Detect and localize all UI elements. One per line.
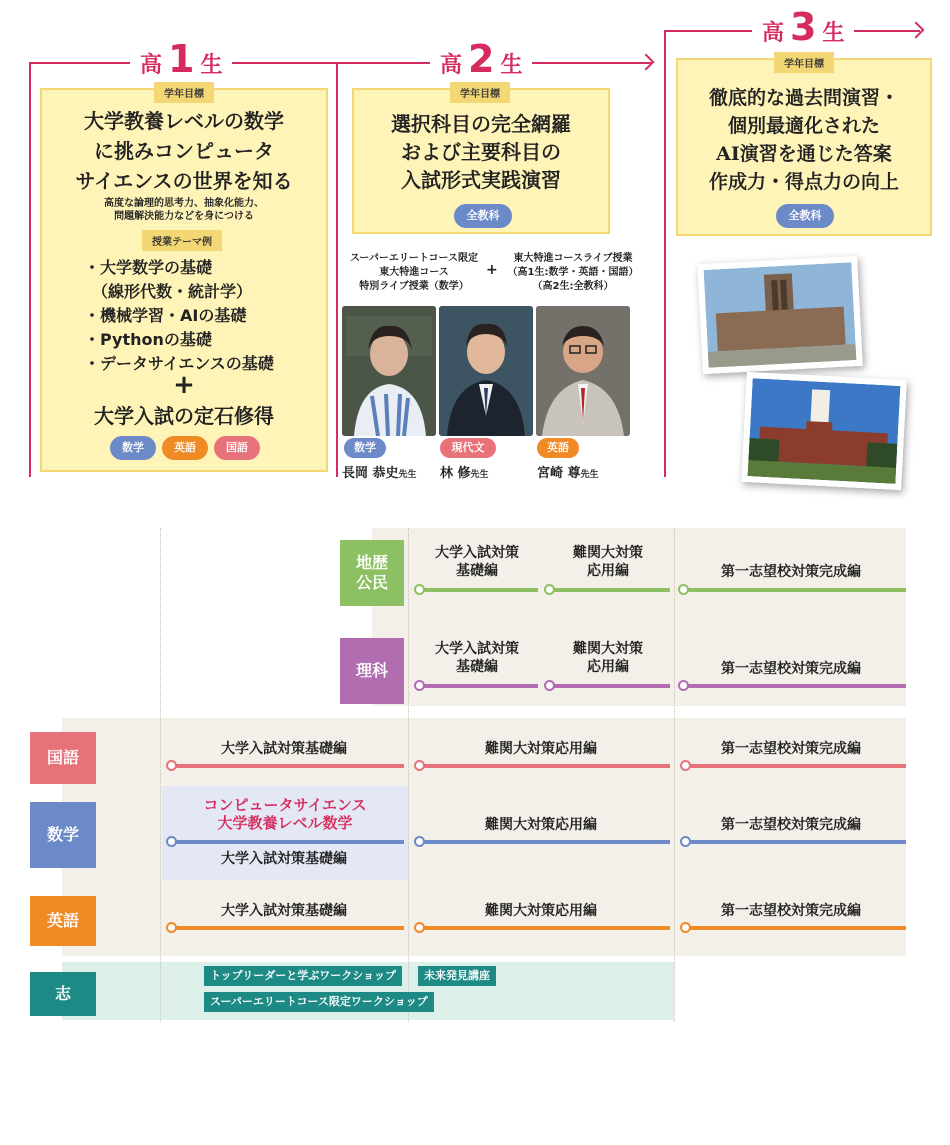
workshop-top-leader: トップリーダーと学ぶワークショップ (204, 966, 402, 986)
kokugo-cell-final: 第一志望校対策完成編 (721, 741, 861, 757)
col-divider-1 (160, 528, 161, 1022)
rika-bar-1 (418, 684, 538, 688)
goal2-title: 選択科目の完全網羅 および主要科目の 入試形式実践演習 (391, 112, 571, 192)
sugaku-bar-2 (418, 840, 670, 844)
live-class-right: 東大特進コースライブ授業 （高1生:数学・英語・国語） （高2生:全教科） (507, 253, 639, 292)
col-divider-3 (674, 528, 675, 1022)
teacher-name-hayashi: 林 修先生 (440, 466, 489, 481)
goal-tag-2: 学年目標 (450, 82, 510, 103)
eigo-bar-1 (170, 926, 404, 930)
kokugo-bar-2 (418, 764, 670, 768)
live-class-left: スーパーエリートコース限定 東大特進コース 特別ライブ授業（数学） (349, 253, 479, 292)
timeline-divider-2 (336, 62, 338, 477)
chireki-cell-basic: 大学入試対策 基礎編 (435, 545, 519, 579)
teacher-photo-miyazaki (536, 306, 630, 436)
goal-box-grade2 (352, 88, 610, 234)
rika-bar-3 (682, 684, 906, 688)
teacher-name-nagaoka: 長岡 恭史先生 (342, 466, 417, 481)
subject-label-kokorozashi: 志 (30, 972, 96, 1016)
kokugo-bar-3 (684, 764, 906, 768)
teacher-photo-hayashi (439, 306, 533, 436)
all-subjects-pill-3: 全教科 (776, 204, 834, 228)
rika-cell-final: 第一志望校対策完成編 (721, 661, 861, 677)
goal-tag-3: 学年目標 (774, 52, 834, 73)
eigo-cell-advanced: 難関大対策応用編 (485, 903, 597, 919)
teacher-subject-math: 数学 (344, 438, 386, 458)
workshop-super-elite: スーパーエリートコース限定ワークショップ (204, 992, 434, 1012)
teacher-name-miyazaki: 宮崎 尊先生 (537, 466, 599, 481)
kokugo-bar-1 (170, 764, 404, 768)
campus-photo-tokyo (697, 256, 863, 374)
eigo-bar-2 (418, 926, 670, 930)
eigo-cell-basic: 大学入試対策基礎編 (221, 903, 347, 919)
rika-cell-advanced: 難関大対策 応用編 (573, 641, 643, 675)
subject-pill-math: 数学 (110, 436, 156, 460)
kokugo-cell-advanced: 難関大対策応用編 (485, 741, 597, 757)
chireki-bar-3 (682, 588, 906, 592)
sugaku-cell-final: 第一志望校対策完成編 (721, 817, 861, 833)
col-divider-2 (408, 528, 409, 1022)
goal1-bottom-title: 大学入試の定石修得 (94, 404, 274, 428)
all-subjects-pill: 全教科 (454, 204, 512, 228)
workshop-future-discovery: 未来発見講座 (418, 966, 496, 986)
timeline-top-line (29, 62, 651, 64)
teacher-photo-nagaoka (342, 306, 436, 436)
rika-bar-2 (548, 684, 670, 688)
sugaku-cs-cell: コンピュータサイエンス 大学教養レベル数学 (203, 796, 367, 832)
goal1-title: 大学教養レベルの数学 に挑みコンピュータ サイエンスの世界を知る (75, 109, 293, 193)
timeline-divider-3 (664, 30, 666, 477)
timeline-arrow-icon (638, 54, 655, 71)
teacher-subject-english: 英語 (537, 438, 579, 458)
grade-2-label: 高 2 生 (430, 40, 532, 79)
chireki-cell-advanced: 難関大対策 応用編 (573, 545, 643, 579)
subject-label-eigo: 英語 (30, 896, 96, 946)
timeline-left-vertical (29, 62, 31, 477)
rika-cell-basic: 大学入試対策 基礎編 (435, 641, 519, 675)
subject-label-rika: 理科 (340, 638, 404, 704)
campus-photo-harvard (741, 372, 907, 490)
grade-1-label: 高 1 生 (130, 40, 232, 79)
subject-pill-japanese: 国語 (214, 436, 260, 460)
timeline-arrow-icon-2 (908, 22, 925, 39)
subject-pill-english: 英語 (162, 436, 208, 460)
chireki-bar-2 (548, 588, 670, 592)
chireki-bar-1 (418, 588, 538, 592)
goal1-subtitle: 高度な論理的思考力、抽象化能力、 問題解決能力などを身につける (104, 198, 264, 222)
goal-box-grade1 (40, 88, 328, 472)
chireki-cell-final: 第一志望校対策完成編 (721, 564, 861, 580)
sugaku-cell-advanced: 難関大対策応用編 (485, 817, 597, 833)
teacher-subject-modern-japanese: 現代文 (440, 438, 496, 458)
theme-list: ・大学数学の基礎 （線形代数・統計学） ・機械学習・AIの基礎 ・Pythonの基礎 ・データサイエンスの基礎 (84, 258, 274, 373)
sugaku-bar-1 (170, 840, 404, 844)
goal-box-grade3 (676, 58, 932, 236)
theme-tag: 授業テーマ例 (142, 230, 222, 251)
goal-tag: 学年目標 (154, 82, 214, 103)
subject-label-chireki: 地歴 公民 (340, 540, 404, 606)
goal3-title: 徹底的な過去問演習・ 個別最適化された AI演習を通じた答案 作成力・得点力の向上 (708, 87, 899, 193)
plus-sign: + (173, 370, 195, 400)
subject-label-kokugo: 国語 (30, 732, 96, 784)
kokugo-cell-basic: 大学入試対策基礎編 (221, 741, 347, 757)
subject-label-sugaku: 数学 (30, 802, 96, 868)
sugaku-bar-3 (684, 840, 906, 844)
sugaku-cell-basic: 大学入試対策基礎編 (221, 851, 347, 867)
eigo-bar-3 (684, 926, 906, 930)
live-plus: + (486, 262, 498, 278)
grade-3-label: 高 3 生 (752, 8, 854, 47)
eigo-cell-final: 第一志望校対策完成編 (721, 903, 861, 919)
